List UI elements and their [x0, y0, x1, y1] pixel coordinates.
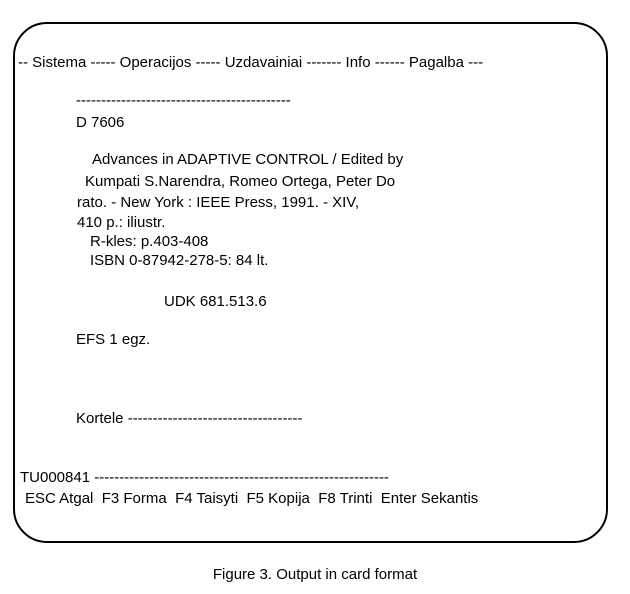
menu-separator: -----	[86, 54, 120, 71]
record-title-line: Advances in ADAPTIVE CONTROL / Edited by	[92, 151, 404, 168]
record-authors-line: Kumpati S.Narendra, Romeo Ortega, Peter Do	[85, 173, 396, 190]
menu-bar	[18, 54, 483, 72]
function-key-bar	[25, 490, 478, 508]
enter-sekantis-key[interactable]: Enter Sekantis	[380, 490, 479, 507]
record-pages-line: 410 p.: iliustr.	[77, 214, 166, 231]
record-id-line: TU000841 -----------------------------------------------------------	[20, 469, 389, 486]
f8-trinti-key[interactable]: F8 Trinti	[318, 490, 373, 507]
esc-atgal-key[interactable]: ESC Atgal	[25, 490, 94, 507]
menu-separator: -----	[191, 54, 225, 71]
document-id: D 7606	[76, 114, 125, 131]
menu-item-uzdavainiai[interactable]: Uzdavainiai	[224, 54, 303, 71]
menu-item-operacijos[interactable]: Operacijos	[119, 54, 192, 71]
record-isbn-line: ISBN 0-87942-278-5: 84 lt.	[90, 252, 269, 269]
menu-lead: --	[18, 54, 33, 71]
kortele-field: Kortele -----------------------------------	[76, 410, 303, 427]
f5-kopija-key[interactable]: F5 Kopija	[246, 490, 310, 507]
f4-taisyti-key[interactable]: F4 Taisyti	[175, 490, 239, 507]
copies-info: EFS 1 egz.	[76, 331, 151, 348]
menu-separator: ------	[370, 54, 409, 71]
menu-item-info[interactable]: Info	[345, 54, 371, 71]
record-top-rule: -------------------------------------------	[76, 92, 291, 109]
menu-item-pagalba[interactable]: Pagalba	[408, 54, 464, 71]
udk-code: UDK 681.513.6	[164, 293, 267, 310]
record-references-line: R-kles: p.403-408	[90, 233, 209, 250]
menu-item-sistema[interactable]: Sistema	[32, 54, 87, 71]
terminal-screen	[13, 22, 608, 543]
record-publication-line: rato. - New York : IEEE Press, 1991. - XIV,	[77, 194, 360, 211]
menu-tail: ---	[463, 54, 484, 71]
f3-forma-key[interactable]: F3 Forma	[101, 490, 167, 507]
menu-separator: -------	[302, 54, 346, 71]
figure-caption: Figure 3. Output in card format	[212, 566, 418, 583]
